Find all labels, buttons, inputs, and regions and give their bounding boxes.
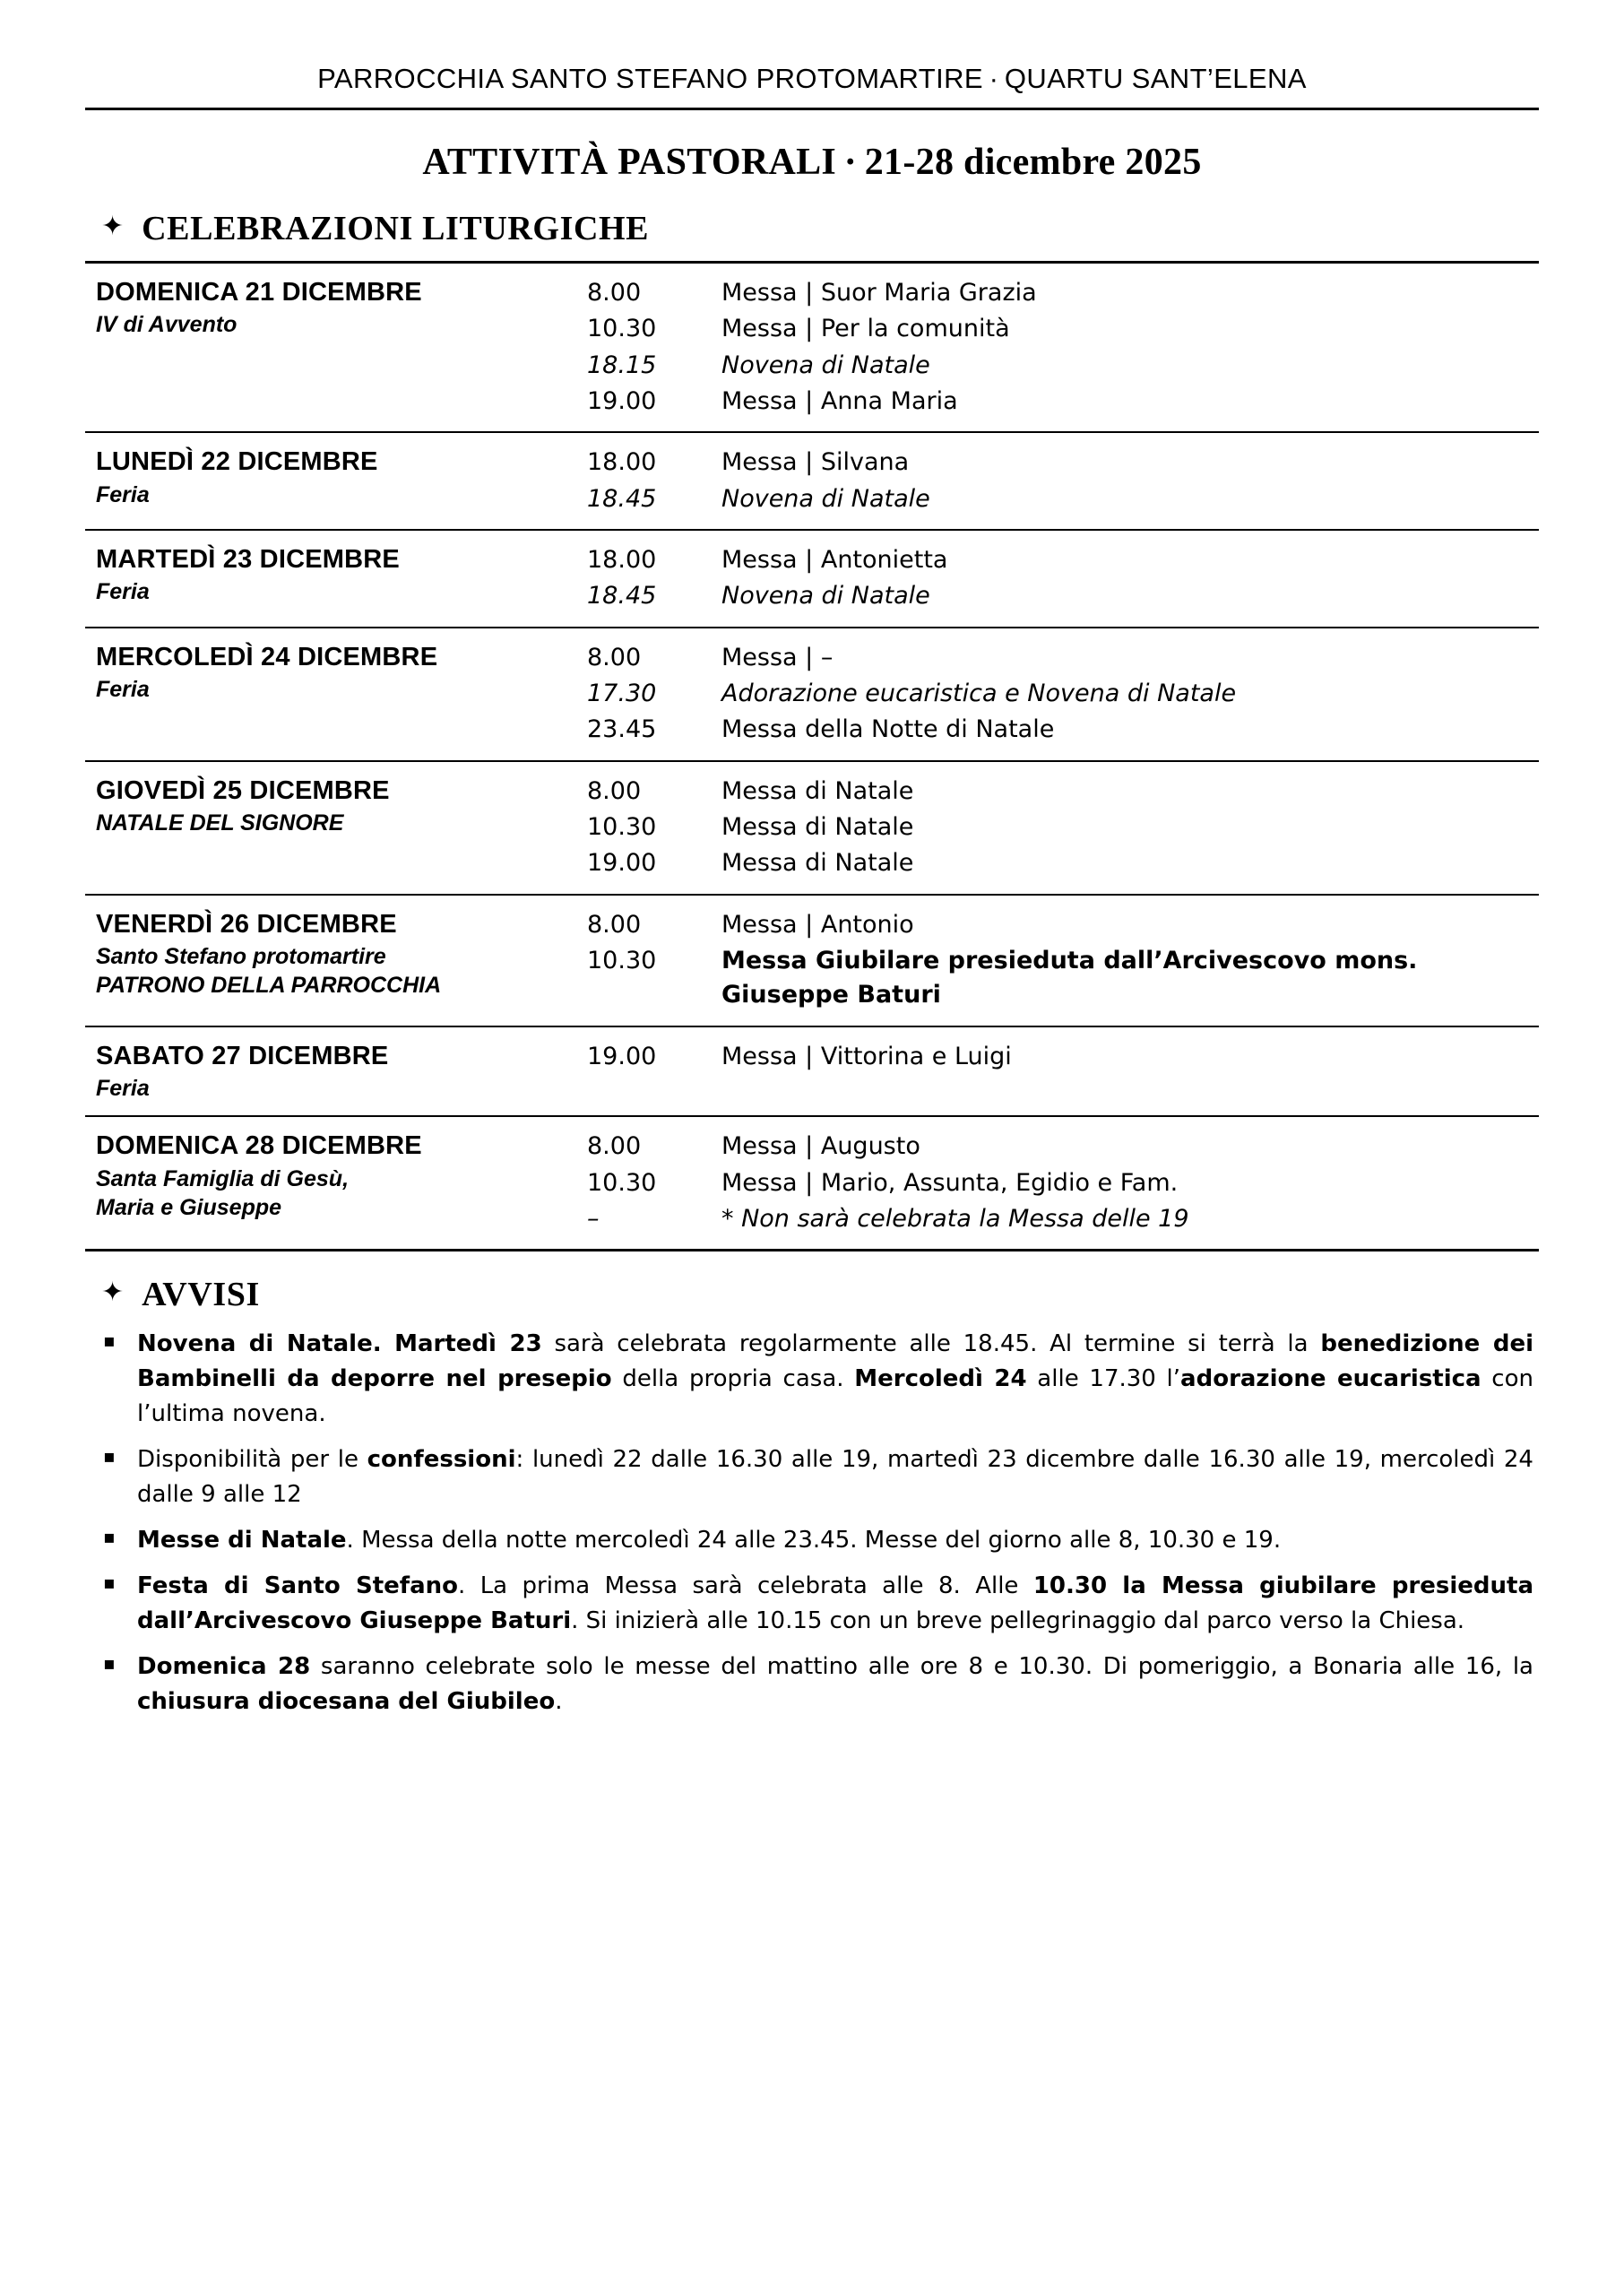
- notices-section: [85, 1275, 1539, 1719]
- notice-fragment: adorazione eucaristica: [1180, 1365, 1481, 1393]
- event-entry: [587, 385, 1539, 419]
- event-entry: [587, 846, 1539, 880]
- notice-fragment: Festa di Santo Stefano: [137, 1572, 459, 1600]
- day-label: SABATO 27 DICEMBRE: [96, 1041, 389, 1070]
- list-item: [85, 1523, 1539, 1558]
- event-description: Novena di Natale: [721, 351, 930, 379]
- events-cell: [587, 276, 1539, 419]
- notice-fragment: Novena di Natale. Martedì 23: [137, 1330, 542, 1358]
- notice-fragment: chiusura diocesana del Giubileo: [137, 1688, 556, 1716]
- day-cell: [85, 276, 587, 340]
- event-entry: [587, 677, 1539, 711]
- event-description: Messa di Natale: [721, 812, 914, 841]
- notice-text: [137, 1650, 1539, 1719]
- day-label: VENERDÌ 26 DICEMBRE: [96, 909, 397, 939]
- notice-list: [85, 1327, 1539, 1719]
- event-description: Messa Giubilare presieduta dall’Arcivescovo mons. Giuseppe Baturi: [721, 946, 1418, 1009]
- event-description: Messa di Natale: [721, 776, 914, 805]
- event-description: Messa | Silvana: [721, 448, 910, 477]
- notice-fragment: alle 17.30 l’: [1026, 1365, 1181, 1393]
- events-cell: [587, 1130, 1539, 1236]
- notice-fragment: . Messa della notte mercoledì 24 alle 23.45. Messe del giorno alle 8, 10.30 e 19.: [346, 1527, 1282, 1555]
- event-entry: [587, 1166, 1539, 1200]
- event-time: 18.45: [587, 484, 657, 513]
- event-time: 19.00: [587, 386, 657, 415]
- notice-fragment: saranno celebrate solo le messe del mattino alle ore 8 e 10.30. Di pomeriggio, a Bonaria alle 16, la: [310, 1653, 1533, 1681]
- notice-fragment: benedizione dei Bambinelli da deporre nel presepio: [137, 1330, 1533, 1393]
- notice-fragment: . La prima Messa sarà celebrata alle 8. Alle: [458, 1572, 1033, 1600]
- notice-fragment: Mercoledì 24: [854, 1365, 1027, 1393]
- notice-text: [137, 1442, 1539, 1512]
- event-time: 10.30: [587, 946, 657, 974]
- event-time: 8.00: [587, 279, 642, 307]
- day-cell: [85, 1130, 587, 1222]
- event-entry: [587, 1130, 1539, 1164]
- events-cell: [587, 1040, 1539, 1074]
- list-item: [85, 1569, 1539, 1639]
- event-time: 19.00: [587, 1042, 657, 1070]
- event-entry: [587, 713, 1539, 747]
- square-bullet-icon: ▪: [103, 1652, 116, 1675]
- day-label: LUNEDÌ 22 DICEMBRE: [96, 447, 378, 477]
- table-row: [85, 628, 1539, 762]
- event-description: Messa di Natale: [721, 849, 914, 878]
- event-time: 10.30: [587, 1168, 657, 1197]
- day-cell: [85, 446, 587, 509]
- section-heading-liturgies: [101, 209, 1539, 248]
- notice-fragment: . Si inizierà alle 10.15 con un breve pellegrinaggio dal parco verso la Chiesa.: [571, 1607, 1465, 1635]
- event-description: Messa | Mario, Assunta, Egidio e Fam.: [721, 1168, 1179, 1197]
- event-entry: [587, 312, 1539, 346]
- notice-fragment: con l’ultima novena.: [137, 1365, 1533, 1428]
- event-entry: [587, 775, 1539, 809]
- table-row: [85, 896, 1539, 1027]
- events-cell: [587, 775, 1539, 881]
- section-heading-notices: [101, 1275, 1539, 1314]
- event-description: Adorazione eucaristica e Novena di Natale: [721, 679, 1237, 707]
- event-entry: [587, 543, 1539, 577]
- event-entry: [587, 908, 1539, 942]
- event-entry: [587, 1202, 1539, 1236]
- day-label: MERCOLEDÌ 24 DICEMBRE: [96, 642, 438, 671]
- event-description: * Non sarà celebrata la Messa delle 19: [721, 1204, 1189, 1233]
- event-description: Messa | Antonio: [721, 910, 914, 939]
- notice-fragment: confessioni: [367, 1446, 516, 1474]
- notice-fragment: Messe di Natale: [137, 1527, 347, 1555]
- day-label: GIOVEDÌ 25 DICEMBRE: [96, 775, 390, 805]
- notice-fragment: sarà celebrata regolarmente alle 18.45. Al termine si terrà la: [541, 1330, 1321, 1358]
- event-entry: [587, 641, 1539, 675]
- event-description: Messa | Augusto: [721, 1132, 920, 1161]
- events-cell: [587, 543, 1539, 614]
- diamond-icon: ✦: [101, 211, 125, 242]
- event-time: 17.30: [587, 679, 657, 707]
- table-row: [85, 1117, 1539, 1249]
- event-description: Novena di Natale: [721, 582, 930, 611]
- square-bullet-icon: ▪: [103, 1329, 116, 1352]
- list-item: [85, 1442, 1539, 1512]
- event-description: Messa | –: [721, 643, 834, 671]
- day-cell: [85, 1040, 587, 1104]
- day-subtitle: Feria: [96, 481, 150, 507]
- event-time: 8.00: [587, 910, 642, 939]
- event-description: Messa della Notte di Natale: [721, 715, 1055, 744]
- event-time: 19.00: [587, 849, 657, 878]
- list-item: [85, 1327, 1539, 1432]
- day-cell: [85, 908, 587, 1000]
- event-time: 18.00: [587, 545, 657, 574]
- day-label: DOMENICA 28 DICEMBRE: [96, 1131, 422, 1161]
- event-time: 8.00: [587, 776, 642, 805]
- day-label: DOMENICA 21 DICEMBRE: [96, 278, 422, 307]
- event-description: Messa | Suor Maria Grazia: [721, 279, 1037, 307]
- notice-fragment: .: [555, 1688, 563, 1716]
- day-subtitle: Feria: [96, 1075, 150, 1101]
- section-title-liturgies: CELEBRAZIONI LITURGICHE: [142, 210, 650, 247]
- event-entry: [587, 944, 1539, 1013]
- events-cell: [587, 446, 1539, 516]
- event-time: 10.30: [587, 315, 657, 343]
- day-subtitle: Santo Stefano protomartire PATRONO DELLA PARROCCHIA: [96, 943, 442, 999]
- events-cell: [587, 908, 1539, 1013]
- event-entry: [587, 446, 1539, 480]
- table-row: [85, 1027, 1539, 1118]
- notice-fragment: Domenica 28: [137, 1653, 311, 1681]
- day-subtitle: NATALE DEL SIGNORE: [96, 810, 344, 836]
- event-entry: [587, 276, 1539, 310]
- page-title: ATTIVITÀ PASTORALI · 21-28 dicembre 2025: [422, 142, 1202, 183]
- event-description: Messa | Anna Maria: [721, 386, 958, 415]
- section-title-notices: AVVISI: [142, 1276, 260, 1314]
- liturgy-schedule-table: [85, 261, 1539, 1251]
- event-time: 8.00: [587, 1132, 642, 1161]
- day-cell: [85, 543, 587, 607]
- events-cell: [587, 641, 1539, 748]
- table-row: [85, 762, 1539, 896]
- day-subtitle: Feria: [96, 676, 150, 702]
- square-bullet-icon: ▪: [103, 1445, 116, 1468]
- event-time: –: [587, 1204, 600, 1233]
- event-entry: [587, 579, 1539, 613]
- event-entry: [587, 1040, 1539, 1074]
- event-time: 10.30: [587, 812, 657, 841]
- event-time: 8.00: [587, 643, 642, 671]
- notice-fragment: 10.30 la Messa giubilare presieduta dall’Arcivescovo Giuseppe Baturi: [137, 1572, 1534, 1635]
- day-label: MARTEDÌ 23 DICEMBRE: [96, 544, 400, 574]
- list-item: [85, 1650, 1539, 1719]
- event-description: Novena di Natale: [721, 484, 930, 513]
- day-subtitle: Feria: [96, 579, 150, 605]
- day-cell: [85, 641, 587, 705]
- notice-text: [137, 1569, 1539, 1639]
- day-subtitle: Santa Famiglia di Gesù, Maria e Giuseppe: [96, 1165, 350, 1221]
- notice-text: [137, 1327, 1539, 1432]
- event-entry: [587, 349, 1539, 383]
- parish-masthead: PARROCCHIA SANTO STEFANO PROTOMARTIRE · QUARTU SANT’ELENA: [85, 63, 1539, 110]
- square-bullet-icon: ▪: [103, 1526, 116, 1548]
- event-time: 18.15: [587, 351, 657, 379]
- table-row: [85, 433, 1539, 531]
- event-time: 18.45: [587, 582, 657, 611]
- event-description: Messa | Vittorina e Luigi: [721, 1042, 1012, 1070]
- event-entry: [587, 810, 1539, 844]
- event-description: Messa | Antonietta: [721, 545, 948, 574]
- notice-fragment: Disponibilità per le: [137, 1446, 367, 1474]
- day-subtitle: IV di Avvento: [96, 312, 238, 338]
- event-entry: [587, 482, 1539, 516]
- day-cell: [85, 775, 587, 838]
- diamond-icon: ✦: [101, 1277, 125, 1309]
- event-description: Messa | Per la comunità: [721, 315, 1010, 343]
- notice-text: [137, 1523, 1539, 1558]
- notice-fragment: : lunedì 22 dalle 16.30 alle 19, martedì 23 dicembre dalle 16.30 alle 19, mercoledì 24 dalle 9 alle 12: [137, 1446, 1533, 1509]
- event-time: 18.00: [587, 448, 657, 477]
- table-row: [85, 531, 1539, 628]
- table-row: [85, 264, 1539, 433]
- event-time: 23.45: [587, 715, 657, 744]
- notice-fragment: della propria casa.: [611, 1365, 855, 1393]
- square-bullet-icon: ▪: [103, 1572, 116, 1594]
